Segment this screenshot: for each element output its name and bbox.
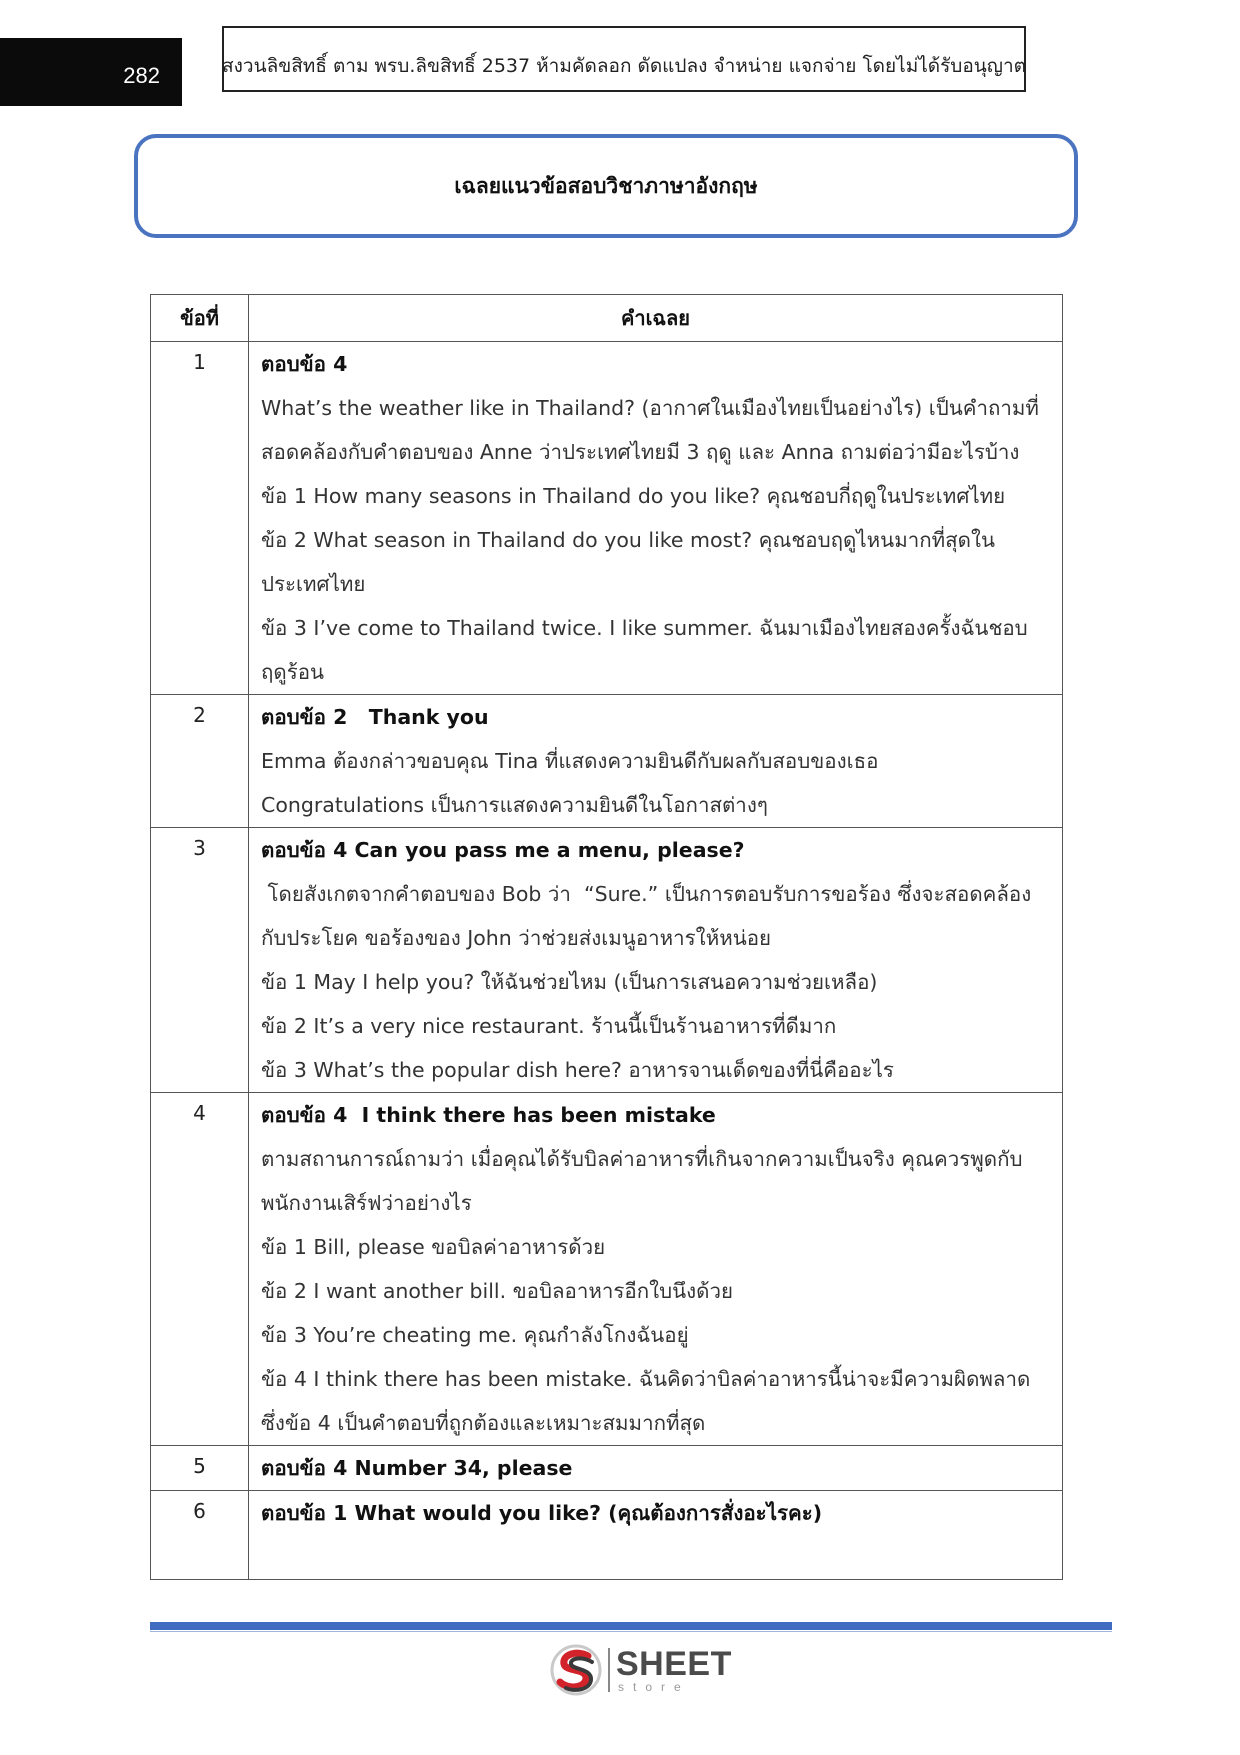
explanation-line: ข้อ 2 What season in Thailand do you like most? คุณชอบฤดูไหนมากที่สุดใน: [261, 528, 995, 552]
explanation-line: ประเทศไทย: [261, 572, 366, 596]
explanation-line: ข้อ 2 I want another bill. ขอบิลอาหารอีกใบนึงด้วย: [261, 1279, 734, 1303]
answer-cell: [249, 828, 1063, 1093]
copyright-text: สงวนลิขสิทธิ์ ตาม พรบ.ลิขสิทธิ์ 2537 ห้ามคัดลอก ดัดแปลง จำหน่าย แจกจ่าย โดยไม่ได้รับอนุญาต: [222, 55, 1026, 77]
explanation-line: ข้อ 1 How many seasons in Thailand do you like? คุณชอบกี่ฤดูในประเทศไทย: [261, 484, 1006, 508]
question-number: 3: [151, 828, 249, 1093]
table-header-row: [151, 295, 1063, 342]
table-row: [151, 1093, 1063, 1446]
explanation-line: สอดคล้องกับคำตอบของ Anne ว่าประเทศไทยมี 3 ฤดู และ Anna ถามต่อว่ามีอะไรบ้าง: [261, 440, 1020, 464]
answer-choice: ตอบข้อ 4: [261, 352, 348, 376]
question-number: 4: [151, 1093, 249, 1446]
column-header-answer: คำเฉลย: [249, 295, 1063, 342]
table-row: [151, 695, 1063, 828]
document-title-box: [134, 134, 1078, 238]
sheet-store-logo: [548, 1640, 732, 1700]
answer-choice: ตอบข้อ 4 Can you pass me a menu, please?: [261, 838, 745, 862]
explanation-line: What’s the weather like in Thailand? (อากาศในเมืองไทยเป็นอย่างไร) เป็นคำถามที่: [261, 396, 1039, 420]
copyright-notice: [222, 26, 1026, 92]
answer-cell: [249, 1446, 1063, 1491]
page-number: 282: [123, 63, 160, 88]
question-number: 6: [151, 1491, 249, 1580]
answer-cell: [249, 1491, 1063, 1580]
answer-cell: [249, 342, 1063, 695]
answer-cell: [249, 1093, 1063, 1446]
answer-choice: ตอบข้อ 4 Number 34, please: [261, 1456, 573, 1480]
answer-choice: ตอบข้อ 1 What would you like? (คุณต้องการสั่งอะไรคะ): [261, 1501, 823, 1525]
answer-choice: ตอบข้อ 4 I think there has been mistake: [261, 1103, 716, 1127]
explanation-line: ข้อ 3 What’s the popular dish here? อาหารจานเด็ดของที่นี่คืออะไร: [261, 1058, 894, 1082]
explanation-line: โดยสังเกตจากคำตอบของ Bob ว่า “Sure.” เป็นการตอบรับการขอร้อง ซึ่งจะสอดคล้อง: [261, 882, 1032, 906]
explanation-line: พนักงานเสิร์ฟว่าอย่างไร: [261, 1191, 472, 1215]
explanation-line: กับประโยค ขอร้องของ John ว่าช่วยส่งเมนูอาหารให้หน่อย: [261, 926, 772, 950]
footer-rule-thin: [150, 1631, 1112, 1632]
logo-wordmark: SHEET: [616, 1645, 732, 1683]
explanation-line: ข้อ 3 You’re cheating me. คุณกำลังโกงฉันอยู่: [261, 1323, 689, 1347]
document-title: เฉลยแนวข้อสอบวิชาภาษาอังกฤษ: [454, 173, 758, 198]
page-number-badge: [0, 38, 182, 106]
table-row: [151, 828, 1063, 1093]
sheet-store-s-icon: [548, 1642, 604, 1698]
explanation-line: ข้อ 4 I think there has been mistake. ฉันคิดว่าบิลค่าอาหารนี้น่าจะมีความผิดพลาด: [261, 1367, 1031, 1391]
table-row: [151, 1491, 1063, 1580]
explanation-line: Emma ต้องกล่าวขอบคุณ Tina ที่แสดงความยินดีกับผลกับสอบของเธอ: [261, 749, 879, 773]
question-number: 1: [151, 342, 249, 695]
explanation-line: ข้อ 1 May I help you? ให้ฉันช่วยไหม (เป็นการเสนอความช่วยเหลือ): [261, 970, 878, 994]
answer-choice: ตอบข้อ 2 Thank you: [261, 705, 489, 729]
logo-text: [616, 1647, 732, 1693]
question-number: 5: [151, 1446, 249, 1491]
answer-table: [150, 294, 1063, 1580]
column-header-number: ข้อที่: [151, 295, 249, 342]
answer-cell: [249, 695, 1063, 828]
explanation-line: ข้อ 3 I’ve come to Thailand twice. I like summer. ฉันมาเมืองไทยสองครั้งฉันชอบ: [261, 616, 1028, 640]
footer-rule: [150, 1622, 1112, 1630]
question-number: 2: [151, 695, 249, 828]
explanation-line: ข้อ 2 It’s a very nice restaurant. ร้านนี้เป็นร้านอาหารที่ดีมาก: [261, 1014, 837, 1038]
logo-divider: [608, 1648, 610, 1692]
explanation-line: ฤดูร้อน: [261, 660, 325, 684]
explanation-line: Congratulations เป็นการแสดงความยินดีในโอกาสต่างๆ: [261, 793, 768, 817]
explanation-line: ข้อ 1 Bill, please ขอบิลค่าอาหารด้วย: [261, 1235, 606, 1259]
table-row: [151, 1446, 1063, 1491]
table-row: [151, 342, 1063, 695]
logo-subtitle: store: [618, 1680, 690, 1694]
explanation-line: ซึ่งข้อ 4 เป็นคำตอบที่ถูกต้องและเหมาะสมมากที่สุด: [261, 1411, 706, 1435]
explanation-line: ตามสถานการณ์ถามว่า เมื่อคุณได้รับบิลค่าอาหารที่เกินจากความเป็นจริง คุณควรพูดกับ: [261, 1147, 1023, 1171]
